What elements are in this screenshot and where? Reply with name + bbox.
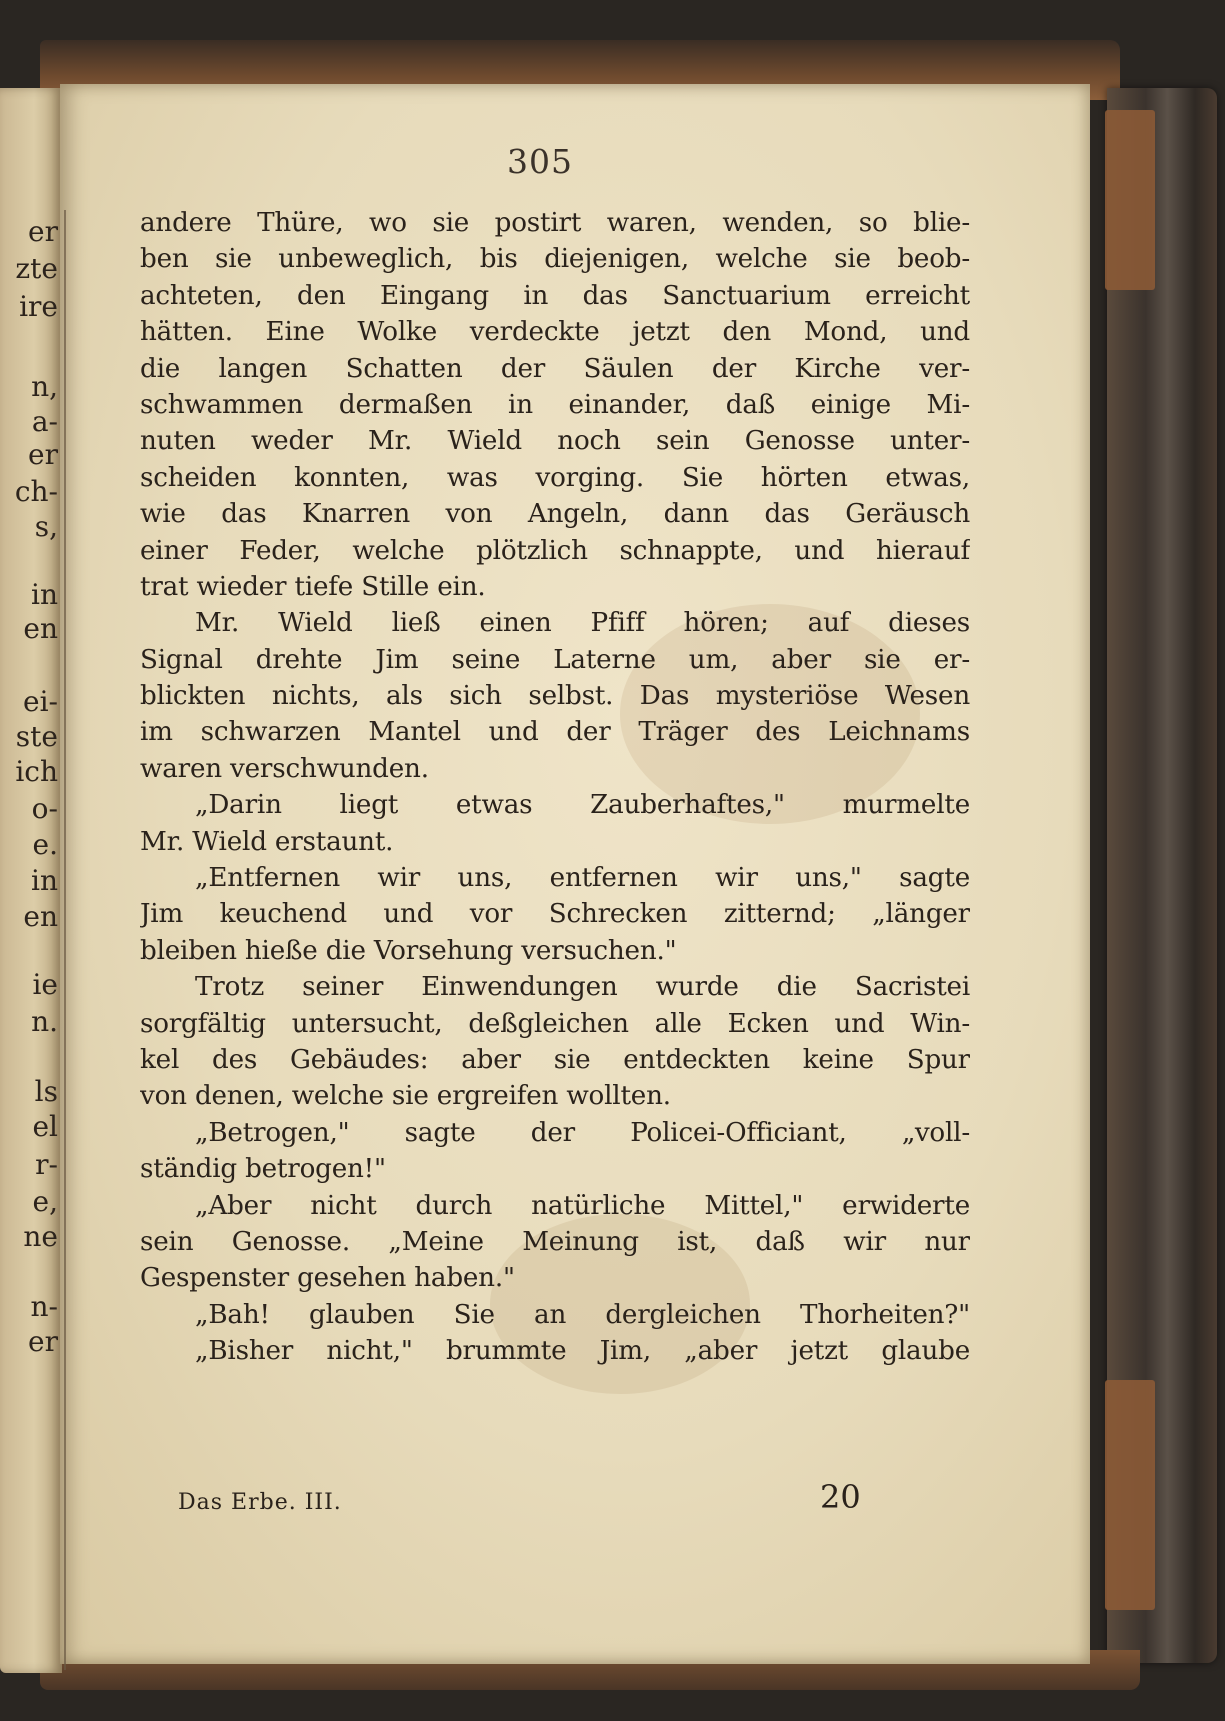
previous-page-fragment: n- bbox=[30, 1290, 58, 1323]
previous-page-fragment: er bbox=[28, 438, 58, 471]
previous-page-fragment: in bbox=[31, 578, 58, 611]
text-line: „Betrogen," sagte der Policei-Officiant, „voll- bbox=[195, 1117, 970, 1148]
leather-corner-bottom bbox=[1105, 1380, 1155, 1610]
text-line: „Bah! glauben Sie an dergleichen Thorheiten?" bbox=[195, 1299, 970, 1330]
previous-page-fragment: ei- bbox=[23, 685, 58, 718]
leather-corner-top bbox=[1105, 110, 1155, 290]
previous-page-fragment: in bbox=[31, 864, 58, 897]
previous-page-fragment: s, bbox=[34, 510, 58, 543]
text-line: Trotz seiner Einwendungen wurde die Sacristei bbox=[195, 972, 970, 1003]
text-line: wie das Knarren von Angeln, dann das Geräusch bbox=[140, 499, 970, 530]
previous-page-fragment: e. bbox=[32, 828, 58, 861]
previous-page-fragment: ne bbox=[23, 1220, 58, 1253]
previous-page-fragment: o- bbox=[31, 792, 58, 825]
page-number: 305 bbox=[507, 142, 573, 181]
page-gutter bbox=[64, 210, 66, 1670]
text-line: nuten weder Mr. Wield noch sein Genosse unter- bbox=[140, 426, 970, 457]
previous-page-fragment: ls bbox=[34, 1075, 58, 1108]
previous-page-fragment: e, bbox=[32, 1185, 58, 1218]
text-line: „Darin liegt etwas Zauberhaftes," murmelte bbox=[195, 790, 970, 821]
text-line: „Bisher nicht," brummte Jim, „aber jetzt glaube bbox=[195, 1336, 970, 1367]
text-line: schwammen dermaßen in einander, daß einige Mi- bbox=[140, 389, 970, 420]
text-line: von denen, welche sie ergreifen wollten. bbox=[140, 1081, 671, 1112]
text-line: „Entfernen wir uns, entfernen wir uns," sagte bbox=[195, 863, 970, 894]
previous-page-fragment: el bbox=[32, 1110, 58, 1143]
text-line: die langen Schatten der Säulen der Kirche ver- bbox=[140, 353, 970, 384]
previous-page-fragment: er bbox=[28, 215, 58, 248]
text-line: sein Genosse. „Meine Meinung ist, daß wir nur bbox=[140, 1226, 970, 1257]
previous-page-fragment: ch- bbox=[14, 475, 58, 508]
text-line: achteten, den Eingang in das Sanctuarium erreicht bbox=[140, 280, 970, 311]
text-line: andere Thüre, wo sie postirt waren, wenden, so blie- bbox=[140, 208, 970, 238]
previous-page-fragment: n, bbox=[31, 370, 58, 403]
previous-page-fragment: ich bbox=[15, 755, 58, 788]
text-line: hätten. Eine Wolke verdeckte jetzt den Mond, und bbox=[140, 317, 970, 348]
text-line: einer Feder, welche plötzlich schnappte, und hierauf bbox=[140, 535, 970, 566]
text-line: scheiden konnten, was vorging. Sie hörten etwas, bbox=[140, 462, 970, 493]
text-line: ständig betrogen!" bbox=[140, 1154, 386, 1185]
text-line: bleiben hieße die Vorsehung versuchen." bbox=[140, 935, 677, 966]
text-line: waren verschwunden. bbox=[140, 753, 429, 784]
text-line: Jim keuchend und vor Schrecken zitternd; „länger bbox=[140, 899, 970, 930]
text-line: sorgfältig untersucht, deßgleichen alle Ecken und Win- bbox=[140, 1008, 970, 1039]
page-body-text bbox=[140, 205, 970, 1370]
previous-page-fragment: en bbox=[23, 612, 58, 645]
previous-page-fragment: zte bbox=[15, 252, 58, 285]
footer-signature-mark: 20 bbox=[820, 1478, 861, 1516]
text-line: Signal drehte Jim seine Laterne um, aber sie er- bbox=[140, 644, 970, 675]
text-line: „Aber nicht durch natürliche Mittel," erwiderte bbox=[195, 1190, 970, 1221]
text-line: trat wieder tiefe Stille ein. bbox=[140, 571, 486, 602]
previous-page-fragment: a- bbox=[31, 405, 58, 438]
previous-page-fragment: n. bbox=[31, 1005, 58, 1038]
text-line: blickten nichts, als sich selbst. Das mysteriöse Wesen bbox=[140, 681, 970, 712]
previous-page-fragment: er bbox=[28, 1325, 58, 1358]
previous-page-fragment: ie bbox=[32, 968, 58, 1001]
text-line: Mr. Wield ließ einen Pfiff hören; auf dieses bbox=[195, 608, 970, 639]
footer-book-title: Das Erbe. III. bbox=[178, 1490, 342, 1515]
text-line: ben sie unbeweglich, bis diejenigen, welche sie beob- bbox=[140, 244, 970, 275]
text-line: kel des Gebäudes: aber sie entdeckten keine Spur bbox=[140, 1044, 970, 1075]
previous-page-sliver bbox=[0, 88, 62, 1673]
text-line: Gespenster gesehen haben." bbox=[140, 1263, 515, 1294]
text-line: Mr. Wield erstaunt. bbox=[140, 826, 394, 857]
previous-page-fragment: r- bbox=[35, 1148, 58, 1181]
text-line: im schwarzen Mantel und der Träger des Leichnams bbox=[140, 717, 970, 748]
previous-page-fragment: ste bbox=[15, 720, 58, 753]
previous-page-fragment: en bbox=[23, 900, 58, 933]
previous-page-fragment: ire bbox=[19, 290, 58, 323]
